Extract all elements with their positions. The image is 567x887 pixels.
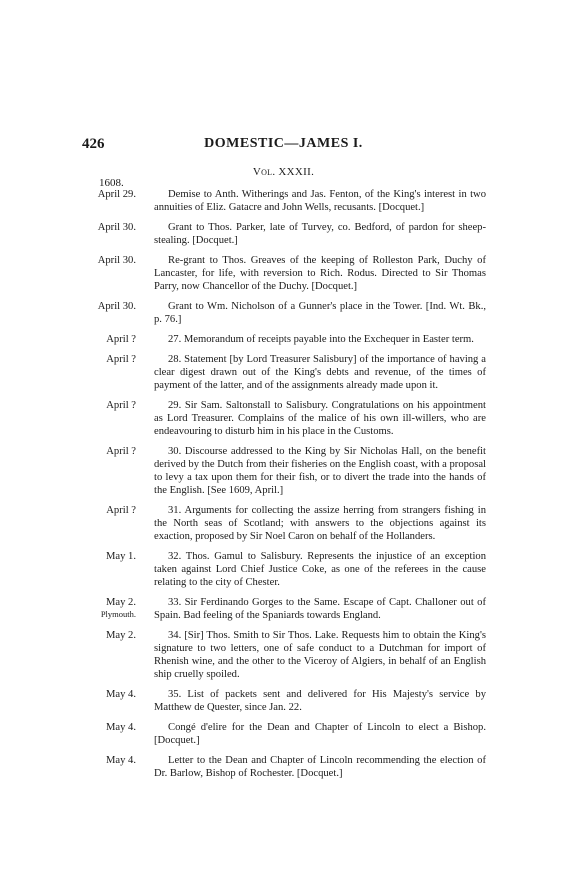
entry-date: May 2. Plymouth. [74,596,136,620]
entry-place: Plymouth. [100,609,136,619]
calendar-entries [0,188,567,787]
entry-text: 27. Memorandum of receipts payable into the Exchequer in Easter term. [168,334,474,345]
running-title: DOMESTIC—JAMES I. [204,136,363,151]
entry-date: April 30. [97,301,136,312]
calendar-entry [0,754,567,780]
entry-date: May 2. [105,630,136,641]
entry-text: 35. List of packets sent and delivered for His Majesty's service by Matthew de Quester, since Jan. 22. [154,689,486,713]
calendar-entry [0,721,567,747]
entry-date: May 4. [105,755,136,766]
volume-heading: Vol. XXXII. [252,166,315,178]
entry-date: April ? [106,354,136,365]
calendar-entry [0,353,567,392]
entry-date: May 4. [105,722,136,733]
calendar-entry [0,399,567,438]
entry-date: May 4. [105,689,136,700]
entry-date: April ? [106,446,136,457]
entry-text: Congé d'elire for the Dean and Chapter of Lincoln to elect a Bishop. [Docquet.] [154,722,486,746]
entry-text: 29. Sir Sam. Saltonstall to Salisbury. Congratulations on his appointment as Lord Treasurer. Complains of the malice of his own ill-willers, who are endeavouring to disturb him in his place in the Customs. [154,400,486,437]
calendar-entry [0,445,567,497]
entry-date: April ? [106,505,136,516]
calendar-entry [0,550,567,589]
entry-text: 28. Statement [by Lord Treasurer Salisbury] of the importance of having a clear digest drawn out of the King's debts and revenue, of the times of payment of the latter, and of the assignments already made upon it. [154,354,486,391]
entry-text: 30. Discourse addressed to the King by Sir Nicholas Hall, on the benefit derived by the Dutch from their fisheries on the English coast, with a proposal to levy a tax upon them for their fish, or to divert the trade into the hands of the English. [See 1609, April.] [154,446,486,496]
entry-text: 33. Sir Ferdinando Gorges to the Same. Escape of Capt. Challoner out of Spain. Bad feeling of the Spaniards towards England. [154,597,486,621]
entry-date: April 29. [97,189,136,200]
entry-text: Re-grant to Thos. Greaves of the keeping of Rolleston Park, Duchy of Lancaster, for life, with reversion to Rich. Rodus. Directed to Sir Thomas Parry, now Chancellor of the Duchy. [Docquet.] [154,255,486,292]
entry-date: April 30. [97,255,136,266]
year-label: 1608. [99,177,124,189]
entry-text: 34. [Sir] Thos. Smith to Sir Thos. Lake. Requests him to obtain the King's signature to two letters, one of safe conduct to a Dutchman for import of Rhenish wine, and the other to the Viceroy of Algiers, in behalf of an English ship cruelly spoiled. [154,630,486,680]
calendar-entry [0,221,567,247]
entry-date: May 1. [105,551,136,562]
entry-text: Grant to Wm. Nicholson of a Gunner's place in the Tower. [Ind. Wt. Bk., p. 76.] [154,301,486,325]
calendar-entry [0,596,567,622]
calendar-entry [0,254,567,293]
entry-date: April ? [106,400,136,411]
entry-date: April ? [106,334,136,345]
calendar-entry [0,688,567,714]
entry-date: April 30. [97,222,136,233]
entry-text: 32. Thos. Gamul to Salisbury. Represents the injustice of an exception taken against Lord Chief Justice Coke, as one of the referees in the cause relating to the city of Chester. [154,551,486,588]
calendar-entry [0,300,567,326]
calendar-entry [0,629,567,681]
entry-text: 31. Arguments for collecting the assize herring from strangers fishing in the North seas of Scotland; with answers to the objections against its exaction, proposed by Sir Noel Caron on behalf of the Hollanders. [154,505,486,542]
calendar-entry [0,504,567,543]
calendar-entry [0,333,567,346]
calendar-entry [0,188,567,214]
page-number: 426 [82,136,105,152]
page-header [0,136,567,156]
entry-text: Grant to Thos. Parker, late of Turvey, co. Bedford, of pardon for sheep-stealing. [Docquet.] [154,222,486,246]
entry-text: Demise to Anth. Witherings and Jas. Fenton, of the King's interest in two annuities of Eliz. Gatacre and John Wells, recusants. [Docquet.] [154,189,486,213]
entry-text: Letter to the Dean and Chapter of Lincoln recommending the election of Dr. Barlow, Bishop of Rochester. [Docquet.] [154,755,486,779]
